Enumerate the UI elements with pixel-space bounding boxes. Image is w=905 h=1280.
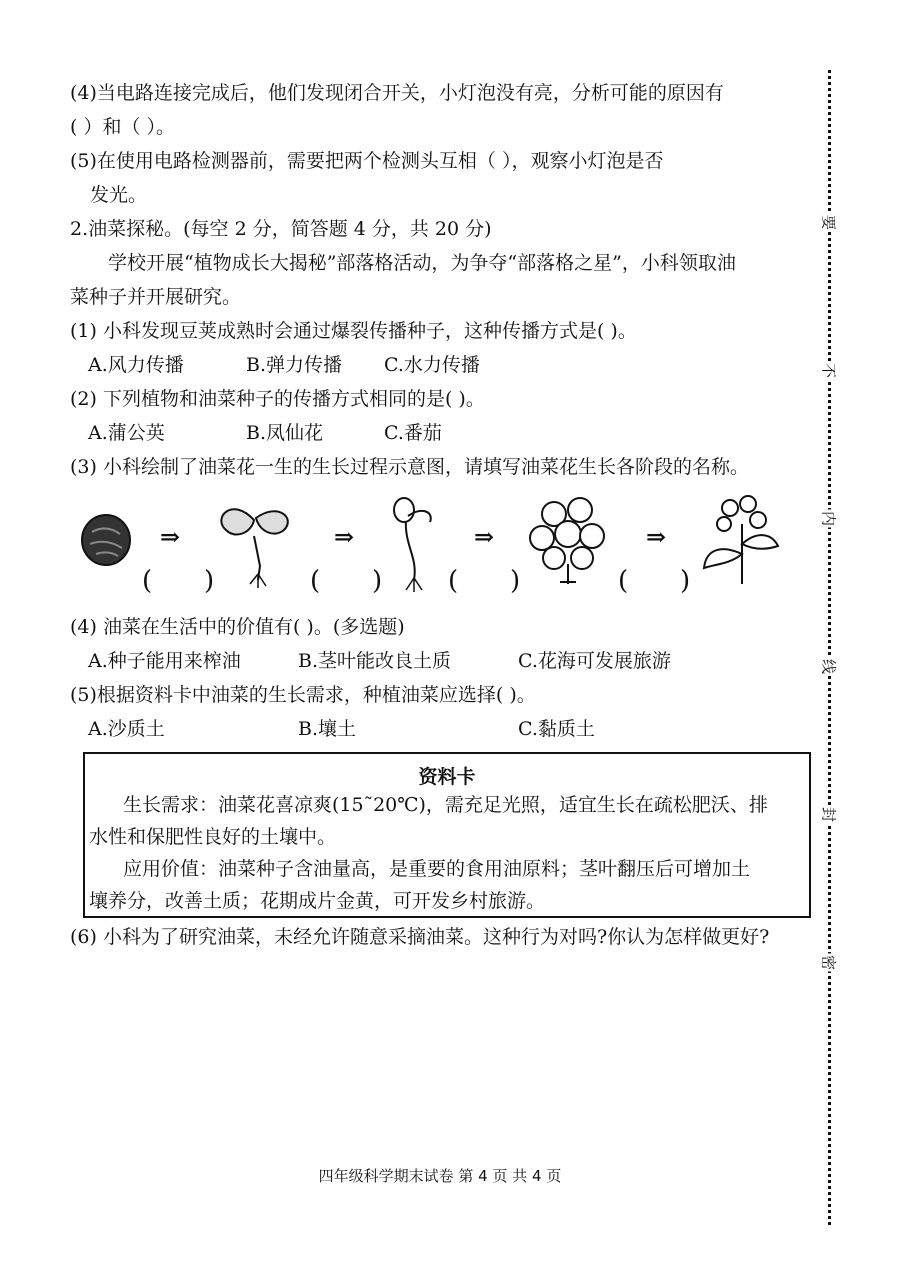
option-2-4-c: C.花海可发展旅游 [518,650,671,672]
rapeseed-plant-illustration [700,494,784,586]
binding-char-6: 密 [817,954,842,972]
question-1-4-line1: (4)当电路连接完成后，他们发现闭合开关，小灯泡没有亮，分析可能的原因有 [70,82,724,104]
question-2-title: 2.油菜探秘。(每空 2 分，简答题 4 分，共 20 分) [70,218,492,240]
option-2-1-b: B.弹力传播 [246,354,343,376]
info-card-line4: 壤养分，改善土质；花期成片金黄，可开发乡村旅游。 [89,890,546,912]
arrow-1: ⇒ [160,522,181,551]
info-card-line2: 水性和保肥性良好的土壤中。 [89,826,337,848]
blank-3-close: ) [510,566,521,596]
blank-2-open: ( [310,566,321,596]
option-2-5-a: A.沙质土 [88,718,165,740]
option-2-1-a: A.风力传播 [88,354,184,376]
question-2-4: (4) 油菜在生活中的价值有( )。(多选题) [70,616,405,638]
option-2-4-a: A.种子能用来榨油 [88,650,241,672]
blank-1-close: ) [204,566,215,596]
arrow-4: ⇒ [646,522,667,551]
blank-2-close: ) [372,566,383,596]
question-2-3: (3) 小科绘制了油菜花一生的生长过程示意图，请填写油菜花生长各阶段的名称。 [70,456,749,478]
arrow-2: ⇒ [334,522,355,551]
arrow-3: ⇒ [474,522,495,551]
binding-char-3: 内 [817,510,842,528]
binding-char-2: 不 [817,362,842,380]
blank-4-close: ) [680,566,691,596]
option-2-5-b: B.壤土 [298,718,357,740]
question-2-5: (5)根据资料卡中油菜的生长需求，种植油菜应选择( )。 [70,684,536,706]
option-2-4-b: B.茎叶能改良土质 [298,650,452,672]
question-2-6: (6) 小科为了研究油菜，未经允许随意采摘油菜。这种行为对吗?你认为怎样做更好? [70,926,770,948]
option-2-5-c: C.黏质土 [518,718,595,740]
question-2-1: (1) 小科发现豆荚成熟时会通过爆裂传播种子，这种传播方式是( )。 [70,320,637,342]
seedling-illustration [212,496,300,588]
binding-char-1: 要 [817,214,842,232]
info-card-line1: 生长需求：油菜花喜凉爽(15˜20℃)，需充足光照，适宜生长在疏松肥沃、排 [123,794,768,816]
blank-1-open: ( [142,566,153,596]
option-2-1-c: C.水力传播 [384,354,480,376]
question-2-intro-line1: 学校开展“植物成长大揭秘”部落格活动，为争夺“部落格之星”，小科领取油 [108,252,736,274]
blank-4-open: ( [618,566,629,596]
sprouting-seed-illustration [384,496,442,592]
question-2-intro-line2: 菜种子并开展研究。 [70,286,242,308]
option-2-2-b: B.凤仙花 [246,422,324,444]
seed-illustration [78,510,138,570]
question-1-5-line2: 发光。 [90,184,148,206]
option-2-2-c: C.番茄 [384,422,442,444]
blank-3-open: ( [448,566,459,596]
question-2-2: (2) 下列植物和油菜种子的传播方式相同的是( )。 [70,388,485,410]
binding-char-4: 线 [817,658,842,676]
flowering-plant-illustration [524,494,612,586]
info-card-line3: 应用价值：油菜种子含油量高，是重要的食用油原料；茎叶翻压后可增加土 [123,858,751,880]
binding-char-5: 封 [817,806,842,824]
info-card [83,752,811,918]
question-1-4-line2: ( ）和（ ）。 [70,116,175,138]
info-card-title: 资料卡 [418,766,476,788]
question-1-5-line1: (5)在使用电路检测器前，需要把两个检测头互相（ ），观察小灯泡是否 [70,150,664,172]
page-footer: 四年级科学期末试卷 第 4 页 共 4 页 [318,1167,562,1185]
option-2-2-a: A.蒲公英 [88,422,165,444]
binding-dotted-line [828,70,831,1225]
